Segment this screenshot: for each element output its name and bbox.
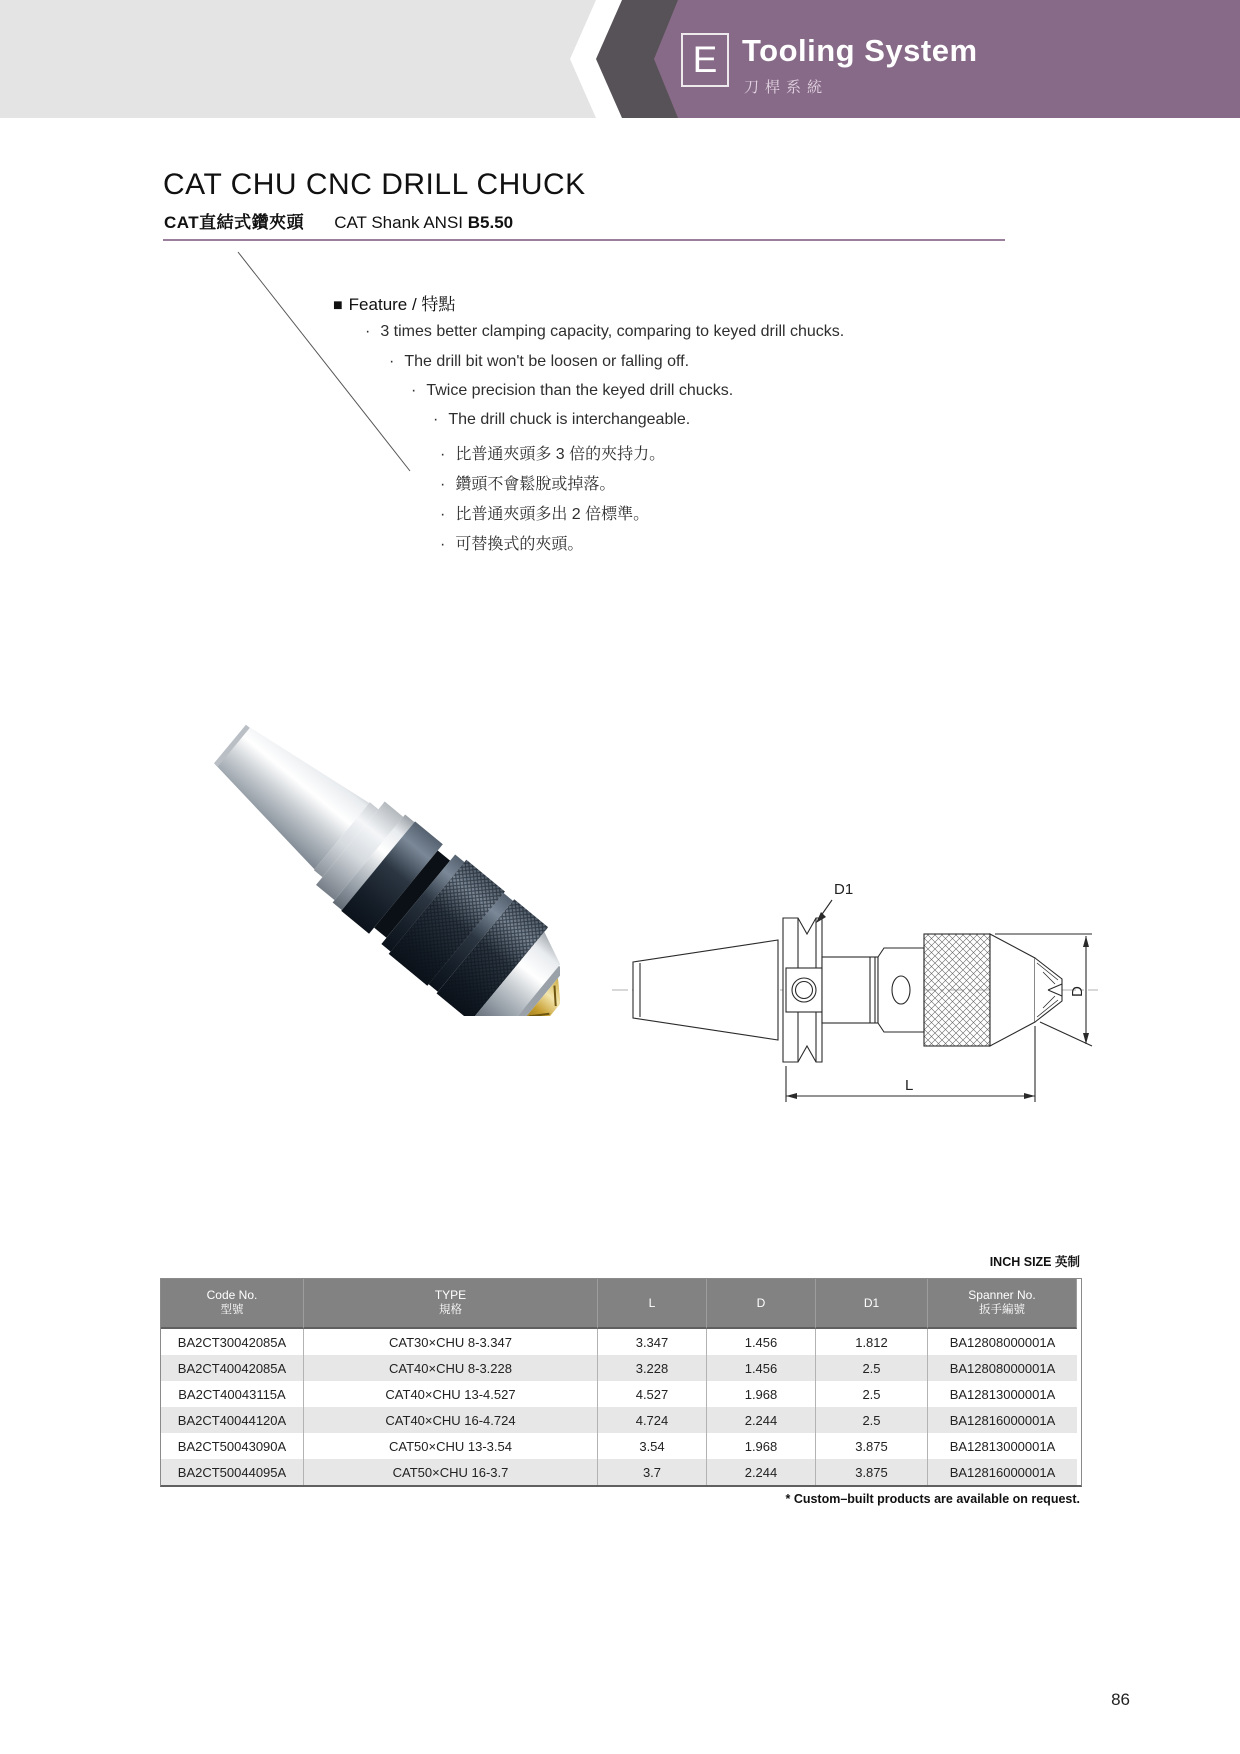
title-divider (163, 239, 1005, 241)
feature-item: · The drill chuck is interchangeable. (433, 411, 690, 429)
feature-item: · 可替換式的夾頭。 (440, 531, 583, 554)
page-number: 86 (1111, 1690, 1130, 1709)
dim-label-d1: D1 (834, 881, 854, 898)
cell-type: CAT40×CHU 13-4.527 (304, 1381, 598, 1407)
feature-item: · 鑽頭不會鬆脫或掉落。 (440, 471, 615, 494)
product-photo (160, 676, 560, 1016)
col-header-type: TYPE 規格 (304, 1279, 598, 1329)
cell-d: 2.244 (707, 1459, 816, 1485)
cell-type: CAT40×CHU 8-3.228 (304, 1355, 598, 1381)
cell-l: 3.7 (598, 1459, 707, 1485)
cell-code: BA2CT40043115A (161, 1381, 304, 1407)
col-header-spanner: Spanner No. 扳手編號 (928, 1279, 1077, 1329)
cell-type: CAT30×CHU 8-3.347 (304, 1329, 598, 1355)
square-bullet-icon: ■ (333, 297, 343, 314)
cell-d1: 2.5 (816, 1381, 928, 1407)
banner-title: Tooling System (742, 33, 978, 68)
cell-spanner: BA12808000001A (928, 1355, 1077, 1381)
cell-d: 1.456 (707, 1355, 816, 1381)
page-title: CAT CHU CNC DRILL CHUCK (163, 168, 586, 201)
col-header-d1: D1 (816, 1279, 928, 1329)
feature-item: · Twice precision than the keyed drill chucks. (411, 382, 733, 400)
cell-spanner: BA12816000001A (928, 1407, 1077, 1433)
spec-table (160, 1278, 1082, 1487)
cell-d: 2.244 (707, 1407, 816, 1433)
cell-spanner: BA12813000001A (928, 1381, 1077, 1407)
subtitle-en: CAT Shank ANSI (334, 213, 464, 232)
cell-l: 4.724 (598, 1407, 707, 1433)
cell-d: 1.968 (707, 1381, 816, 1407)
subtitle-cjk: CAT直結式鑽夾頭 (164, 213, 305, 232)
table-footnote: * Custom–built products are available on request. (785, 1492, 1080, 1506)
cell-d1: 1.812 (816, 1329, 928, 1355)
col-header-d: D (707, 1279, 816, 1329)
cell-type: CAT50×CHU 13-3.54 (304, 1433, 598, 1459)
banner-subtitle: 刀桿系統 (744, 79, 829, 96)
cell-code: BA2CT50043090A (161, 1433, 304, 1459)
feature-item: · 3 times better clamping capacity, comparing to keyed drill chucks. (365, 323, 844, 341)
col-header-l: L (598, 1279, 707, 1329)
cell-d: 1.456 (707, 1329, 816, 1355)
cell-code: BA2CT30042085A (161, 1329, 304, 1355)
cell-type: CAT50×CHU 16-3.7 (304, 1459, 598, 1485)
cell-d1: 3.875 (816, 1433, 928, 1459)
cell-d1: 3.875 (816, 1459, 928, 1485)
section-badge: E (681, 33, 729, 87)
technical-drawing (550, 760, 1110, 1120)
feature-item: · The drill bit won't be loosen or falling off. (389, 353, 689, 371)
size-unit-note: INCH SIZE 英制 (989, 1255, 1080, 1269)
feature-item: · 比普通夾頭多出 2 倍標準。 (440, 501, 649, 524)
cell-d1: 2.5 (816, 1355, 928, 1381)
cell-code: BA2CT40042085A (161, 1355, 304, 1381)
page-subtitle (164, 208, 513, 233)
feature-item: · 比普通夾頭多 3 倍的夾持力。 (440, 441, 665, 464)
cell-d1: 2.5 (816, 1407, 928, 1433)
cell-spanner: BA12813000001A (928, 1433, 1077, 1459)
cell-d: 1.968 (707, 1433, 816, 1459)
col-header-code: Code No. 型號 (161, 1279, 304, 1329)
cell-l: 3.347 (598, 1329, 707, 1355)
dim-label-l: L (905, 1077, 914, 1094)
cell-spanner: BA12808000001A (928, 1329, 1077, 1355)
cell-type: CAT40×CHU 16-4.724 (304, 1407, 598, 1433)
cell-code: BA2CT50044095A (161, 1459, 304, 1485)
cell-l: 3.228 (598, 1355, 707, 1381)
dim-label-d: D (1069, 986, 1086, 997)
cell-l: 4.527 (598, 1381, 707, 1407)
cell-spanner: BA12816000001A (928, 1459, 1077, 1485)
features-heading: ■ Feature / 特點 (333, 295, 456, 314)
subtitle-spec: B5.50 (467, 213, 514, 232)
cell-code: BA2CT40044120A (161, 1407, 304, 1433)
cell-l: 3.54 (598, 1433, 707, 1459)
page-banner (0, 0, 1240, 118)
